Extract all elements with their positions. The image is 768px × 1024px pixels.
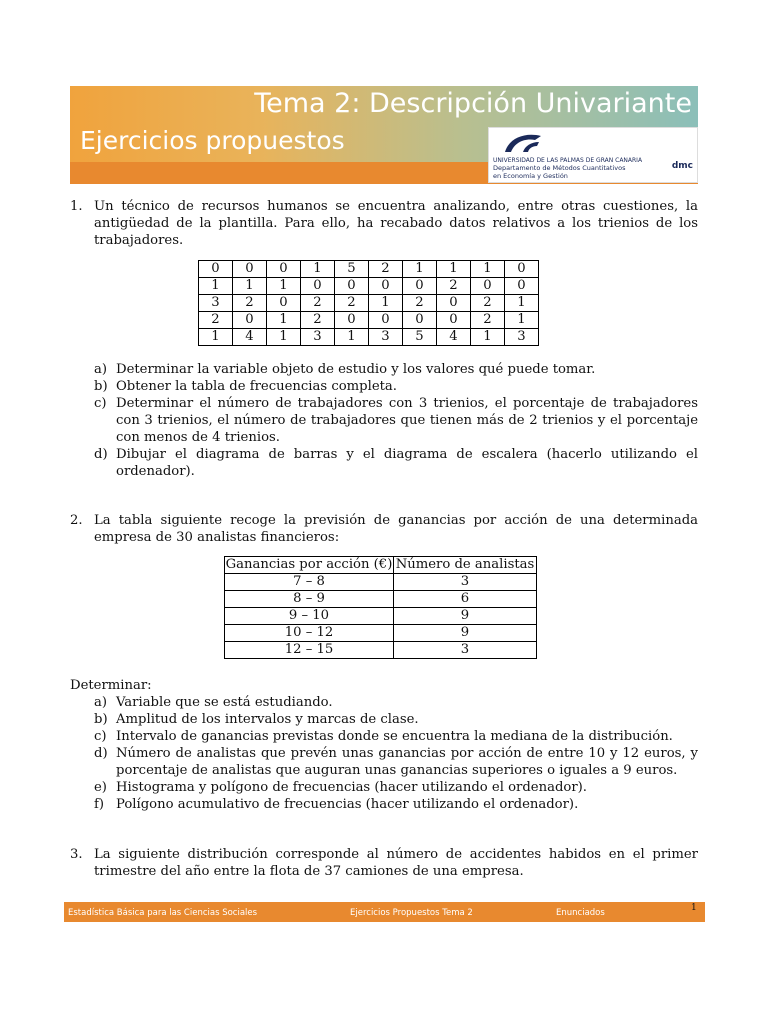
table-cell: 0	[233, 312, 267, 329]
exercise-1-items	[70, 361, 698, 480]
table-cell: 1	[267, 329, 301, 346]
list-item: c) Determinar el número de trabajadores con 3 trienios, el porcentaje de trabajadores con 3 trienios, el número de trabajadores que tienen más de 2 trienios y el porcentaje con menos de 4 trienios.	[94, 396, 698, 445]
table-cell: 0	[335, 278, 369, 295]
table-cell: 0	[335, 312, 369, 329]
table-row: 10 – 12 9	[225, 625, 537, 642]
table-cell: 3	[199, 295, 233, 312]
list-item: f) Polígono acumulativo de frecuencias (hacer utilizando el ordenador).	[94, 797, 579, 812]
footer-section: Enunciados	[556, 908, 605, 918]
table-cell: 4	[233, 329, 267, 346]
list-item: a) Determinar la variable objeto de estudio y los valores qué puede tomar.	[94, 362, 596, 377]
table-cell: 1	[471, 261, 505, 278]
table-cell: 3	[369, 329, 403, 346]
table-cell: 0	[505, 278, 539, 295]
table-cell: 1	[403, 261, 437, 278]
table-cell: 2	[301, 295, 335, 312]
table-cell: 0	[505, 261, 539, 278]
table-cell: 0	[403, 312, 437, 329]
table-cell: 4	[437, 329, 471, 346]
university-logo	[488, 127, 698, 183]
table-row	[199, 261, 539, 278]
list-item: d) Número de analistas que prevén unas ganancias por acción de entre 10 y 12 euros, y porcentaje de analistas que auguran unas ganancias superiores o iguales a 9 euros.	[94, 746, 698, 778]
logo-department-line2: en Economía y Gestión	[493, 172, 568, 180]
table-cell: 2	[369, 261, 403, 278]
table-cell: 2	[471, 295, 505, 312]
list-item: c) Intervalo de ganancias previstas donde se encuentra la mediana de la distribución.	[94, 729, 673, 744]
table-cell: 2	[301, 312, 335, 329]
table-cell: 2	[471, 312, 505, 329]
logo-dmc-mark: dmc	[671, 161, 693, 171]
table-cell: 3	[301, 329, 335, 346]
list-item: b) Obtener la tabla de frecuencias completa.	[94, 379, 397, 394]
table-cell: 0	[267, 295, 301, 312]
table-cell: 1	[335, 329, 369, 346]
table-cell: 0	[437, 295, 471, 312]
footer-bar	[64, 902, 705, 922]
footer-course: Estadística Básica para las Ciencias Sociales	[68, 908, 258, 918]
table-cell: 1	[471, 329, 505, 346]
exercise-statement: Un técnico de recursos humanos se encuentra analizando, entre otras cuestiones, la antigüedad de la plantilla. Para ello, ha recabado datos relativos a los trienios de los trabajadores.	[94, 199, 698, 248]
trienios-table	[198, 260, 539, 346]
table-cell: 1	[199, 329, 233, 346]
footer-document: Ejercicios Propuestos Tema 2	[350, 908, 473, 918]
table-row: 7 – 8 3	[225, 574, 537, 591]
table-row: 8 – 9 6	[225, 591, 537, 608]
table-cell: 1	[233, 278, 267, 295]
ganancias-table	[224, 556, 537, 659]
table-cell: 0	[233, 261, 267, 278]
table-header-analistas: Número de analistas	[394, 557, 537, 574]
ulpgc-emblem-icon	[495, 130, 555, 154]
table-row: 9 – 10 9	[225, 608, 537, 625]
table-cell: 1	[199, 278, 233, 295]
list-item: e) Histograma y polígono de frecuencias (hacer utilizando el ordenador).	[94, 780, 587, 795]
table-cell: 1	[369, 295, 403, 312]
exercise-number: 3.	[70, 847, 83, 862]
table-row	[199, 278, 539, 295]
table-cell: 0	[301, 278, 335, 295]
table-cell: 1	[505, 312, 539, 329]
table-cell: 0	[437, 312, 471, 329]
table-row: 12 – 15 3	[225, 642, 537, 659]
table-row	[199, 329, 539, 346]
table-cell: 1	[437, 261, 471, 278]
exercise-2-items	[70, 694, 698, 813]
table-cell: 1	[301, 261, 335, 278]
table-cell: 0	[199, 261, 233, 278]
logo-department-line1: Departamento de Métodos Cuantitativos	[493, 164, 626, 172]
table-cell: 2	[437, 278, 471, 295]
list-item: b) Amplitud de los intervalos y marcas de clase.	[94, 712, 419, 727]
table-cell: 1	[267, 312, 301, 329]
table-cell: 2	[233, 295, 267, 312]
table-row	[199, 295, 539, 312]
page-subtitle: Ejercicios propuestos	[80, 126, 345, 155]
table-cell: 0	[471, 278, 505, 295]
table-cell: 1	[505, 295, 539, 312]
table-cell: 5	[403, 329, 437, 346]
exercise-statement: La tabla siguiente recoge la previsión de ganancias por acción de una determinada empresa de 30 analistas financieros:	[94, 513, 698, 545]
table-cell: 5	[335, 261, 369, 278]
determinar-label: Determinar:	[70, 678, 152, 693]
logo-university-name: UNIVERSIDAD DE LAS PALMAS DE GRAN CANARIA	[493, 157, 643, 164]
exercise-statement: La siguiente distribución corresponde al número de accidentes habidos en el primer trimestre del año entre la flota de 37 camiones de una empresa.	[94, 847, 698, 879]
table-row	[199, 312, 539, 329]
page-number: 1	[691, 903, 697, 913]
exercise-1	[70, 198, 698, 249]
table-cell: 0	[369, 278, 403, 295]
table-cell: 1	[267, 278, 301, 295]
exercise-number: 2.	[70, 513, 83, 528]
exercise-number: 1.	[70, 199, 83, 214]
table-cell: 2	[403, 295, 437, 312]
table-cell: 2	[199, 312, 233, 329]
table-header-ganancias: Ganancias por acción (€)	[225, 557, 393, 572]
list-item: d) Dibujar el diagrama de barras y el diagrama de escalera (hacerlo utilizando el ordenador).	[94, 447, 698, 479]
table-cell: 2	[335, 295, 369, 312]
table-cell: 3	[505, 329, 539, 346]
table-cell: 0	[267, 261, 301, 278]
table-cell: 0	[403, 278, 437, 295]
exercise-3	[70, 846, 698, 880]
exercise-2	[70, 512, 698, 546]
list-item: a) Variable que se está estudiando.	[94, 695, 333, 710]
page-title: Tema 2: Descripción Univariante	[254, 88, 692, 119]
table-cell: 0	[369, 312, 403, 329]
exercise-content	[70, 198, 698, 880]
